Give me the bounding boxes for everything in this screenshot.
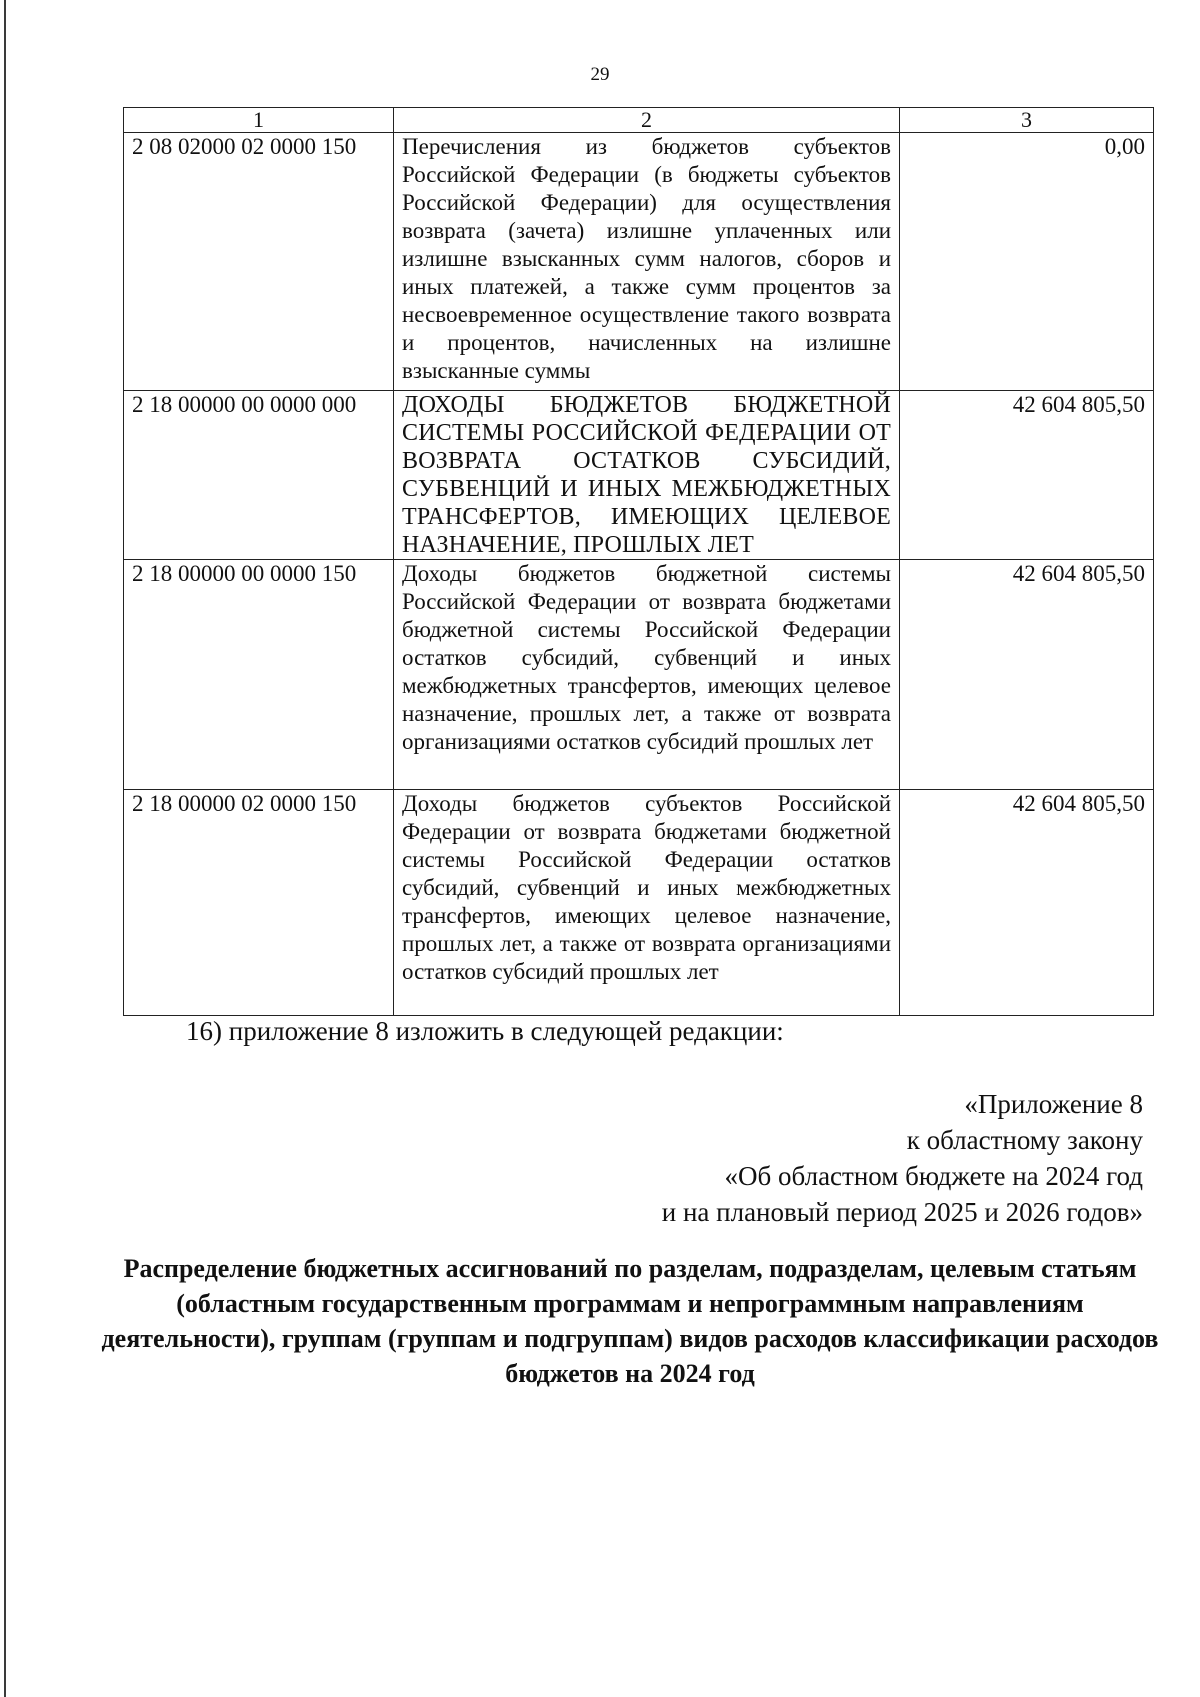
revenue-name: Перечисления из бюджетов субъектов Российской Федерации (в бюджеты субъектов Российской Федерации) для осуществления возврата (зачета) излишне уплаченных или излишне взысканных сумм налогов, сборов и иных платежей, а также сумм процентов за несвоевременное осуществление такого возврата и процентов, начисленных на излишне взысканные суммы (394, 133, 900, 391)
appendix-line: к областному закону (906, 1125, 1143, 1155)
table-row (124, 391, 1154, 560)
table-row (124, 133, 1154, 391)
appendix-line: «Приложение 8 (964, 1089, 1143, 1119)
revenue-code: 2 18 00000 00 0000 150 (124, 560, 394, 790)
revenue-name: Доходы бюджетов субъектов Российской Федерации от возврата бюджетами бюджетной системы Российской Федерации остатков субсидий, субвенций и иных межбюджетных трансфертов, имеющих целевое назначение, прошлых лет, а также от возврата организациями остатков субсидий прошлых лет (394, 790, 900, 1016)
column-header: 3 (900, 108, 1154, 133)
column-header: 1 (124, 108, 394, 133)
appendix-line: «Об областном бюджете на 2024 год (724, 1161, 1143, 1191)
revenue-amount: 42 604 805,50 (900, 391, 1154, 560)
revenue-amount: 0,00 (900, 133, 1154, 391)
revenue-amount: 42 604 805,50 (900, 790, 1154, 1016)
document-title: Распределение бюджетных ассигнований по разделам, подразделам, целевым статьям (областным государственным программам и непрограммным направлениям деятельности), группам (группам и подгруппам) видов расходов классификации расходов бюджетов на 2024 год (101, 1254, 1159, 1388)
table-header-row (124, 108, 1154, 133)
page-number: 29 (590, 64, 610, 85)
column-header: 2 (394, 108, 900, 133)
revenue-table (123, 107, 1154, 1016)
appendix-heading (662, 1086, 1143, 1230)
revenue-amount: 42 604 805,50 (900, 560, 1154, 790)
revenue-code: 2 18 00000 00 0000 000 (124, 391, 394, 560)
appendix-line: и на плановый период 2025 и 2026 годов» (661, 1197, 1143, 1227)
revenue-code: 2 08 02000 02 0000 150 (124, 133, 394, 391)
table-row (124, 560, 1154, 790)
revenue-code: 2 18 00000 02 0000 150 (124, 790, 394, 1016)
page-edge-line (4, 0, 6, 1697)
amendment-item-16: 16) приложение 8 изложить в следующей редакции: (186, 1016, 784, 1046)
table-row (124, 790, 1154, 1016)
revenue-name: Доходы бюджетов бюджетной системы Российской Федерации от возврата бюджетами бюджетной системы Российской Федерации остатков субсидий, субвенций и иных межбюджетных трансфертов, имеющих целевое назначение, прошлых лет, а также от возврата организациями остатков субсидий прошлых лет (394, 560, 900, 790)
revenue-name: ДОХОДЫ БЮДЖЕТОВ БЮДЖЕТНОЙ СИСТЕМЫ РОССИЙСКОЙ ФЕДЕРАЦИИ ОТ ВОЗВРАТА ОСТАТКОВ СУБСИДИЙ, СУБВЕНЦИЙ И ИНЫХ МЕЖБЮДЖЕТНЫХ ТРАНСФЕРТОВ, ИМЕЮЩИХ ЦЕЛЕВОЕ НАЗНАЧЕНИЕ, ПРОШЛЫХ ЛЕТ (394, 391, 900, 560)
